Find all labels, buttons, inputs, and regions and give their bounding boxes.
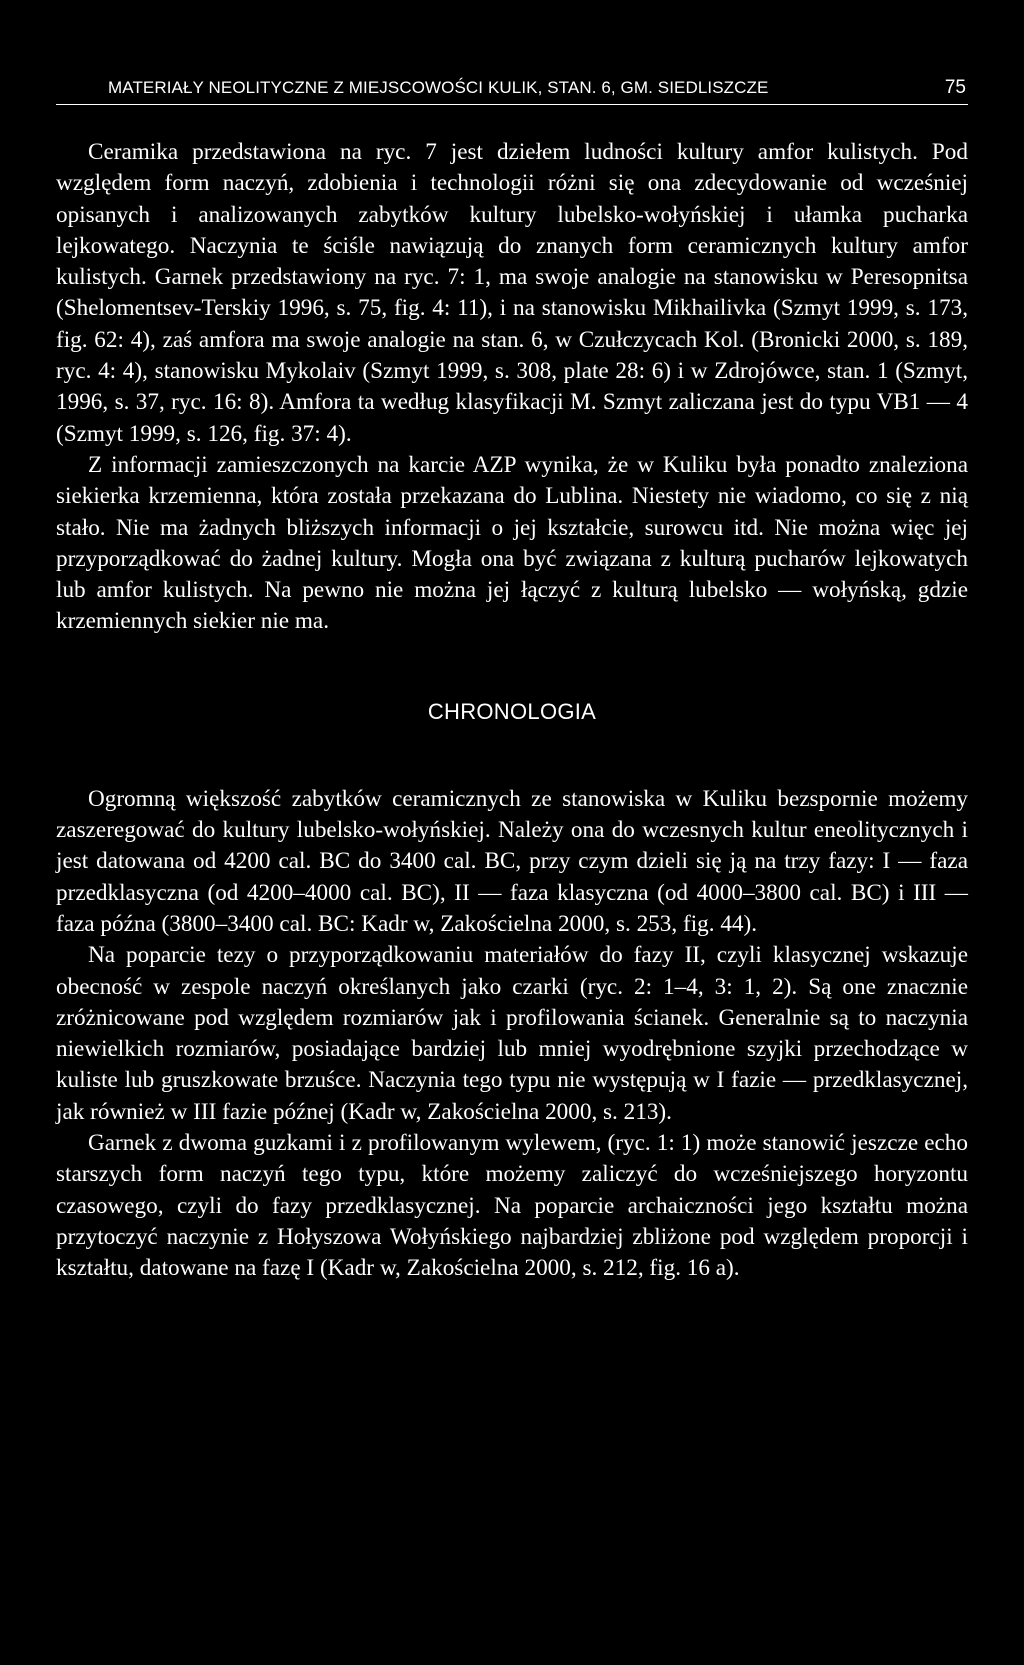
page-number: 75 bbox=[944, 77, 966, 98]
body-text bbox=[56, 137, 968, 1285]
paragraph-pot-with-knobs: Garnek z dwoma guzkami i z profilowanym wylewem, (ryc. 1: 1) może stanowić jeszcze echo starszych form naczyń tego typu, które możemy zaliczyć do wcześniejszego horyzontu czasowego, czyli do fazy przedklasycznej. Na poparcie archaiczności jego kształtu można przytoczyć naczynie z Hołyszowa Wołyńskiego najbardziej zbliżone pod względem proporcji i kształtu, datowane na fazę I (Kadr w, Zakościelna 2000, s. 212, fig. 16 a). bbox=[56, 1130, 968, 1282]
running-title: MATERIAŁY NEOLITYCZNE Z MIEJSCOWOŚCI KULIK, STAN. 6, GM. SIEDLISZCZE bbox=[108, 78, 769, 97]
paragraph-chronology: Ogromną większość zabytków ceramicznych ze stanowiska w Kuliku bezspornie możemy zaszeregować do kultury lubelsko-wołyńskiej. Należy ona do wczesnych kultur eneolitycznych i jest datowana od 4200 cal. BC do 3400 cal. BC, przy czym dzieli się ją na trzy fazy: I — faza przedklasyczna (od 4200–4000 cal. BC), II — faza klasyczna (od 4000–3800 cal. BC) i III — faza późna (3800–3400 cal. BC: Kadr w, Zakościelna 2000, s. 253, fig. 44). bbox=[56, 785, 968, 937]
paragraph-flint-axe: Z informacji zamieszczonych na karcie AZP wynika, że w Kuliku była ponadto znaleziona siekierka krzemienna, która została przekazana do Lublina. Niestety nie wiadomo, co się z nią stało. Nie ma żadnych bliższych informacji o jej kształcie, surowcu itd. Nie można więc jej przyporządkować do żadnej kultury. Mogła ona być związana z kulturą pucharów lejkowatych lub amfor kulistych. Na pewno nie można jej łączyć z kulturą lubelsko — wołyńską, gdzie krzemiennych siekier nie ma. bbox=[56, 451, 968, 635]
paragraph-classic-phase: Na poparcie tezy o przyporządkowaniu materiałów do fazy II, czyli klasycznej wskazuje obecność w zespole naczyń określanych jako czarki (ryc. 2: 1–4, 3: 1, 2). Są one znacznie zróżnicowane pod względem rozmiarów jak i profilowania ścianek. Generalnie są to naczynia niewielkich rozmiarów, posiadające bardziej lub mniej wyodrębnione szyjki przechodzące w kuliste lub gruszkowate brzuśce. Naczynia tego typu nie występują w I fazie — przedklasycznej, jak również w III fazie późnej (Kadr w, Zakościelna 2000, s. 213). bbox=[56, 942, 968, 1125]
paragraph-ceramics: Ceramika przedstawiona na ryc. 7 jest dziełem ludności kultury amfor kulistych. Pod względem form naczyń, zdobienia i technologii różni się ona zdecydowanie od wcześniej opisanych i analizowanych zabytków kultury lubelsko-wołyńskiej i ułamka pucharka lejkowatego. Naczynia te ściśle nawiązują do znanych form ceramicznych kultury amfor kulistych. Garnek przedstawiony na ryc. 7: 1, ma swoje analogie na stanowisku w Peresopnitsa (Shelomentsev-Terskiy 1996, s. 75, fig. 4: 11), i na stanowisku Mikhailivka (Szmyt 1999, s. 173, fig. 62: 4), zaś amfora ma swoje analogie na stan. 6, w Czułczycach Kol. (Bronicki 2000, s. 189, ryc. 4: 4), stanowisku Mykolaiv (Szmyt 1999, s. 308, plate 28: 6) i w Zdrojówce, stan. 1 (Szmyt, 1996, s. 37, ryc. 16: 8). Amfora ta według klasyfikacji M. Szmyt zaliczana jest do typu VB1 — 4 (Szmyt 1999, s. 126, fig. 37: 4). bbox=[56, 139, 968, 447]
running-header bbox=[56, 74, 968, 105]
section-heading: CHRONOLOGIA bbox=[427, 698, 597, 724]
